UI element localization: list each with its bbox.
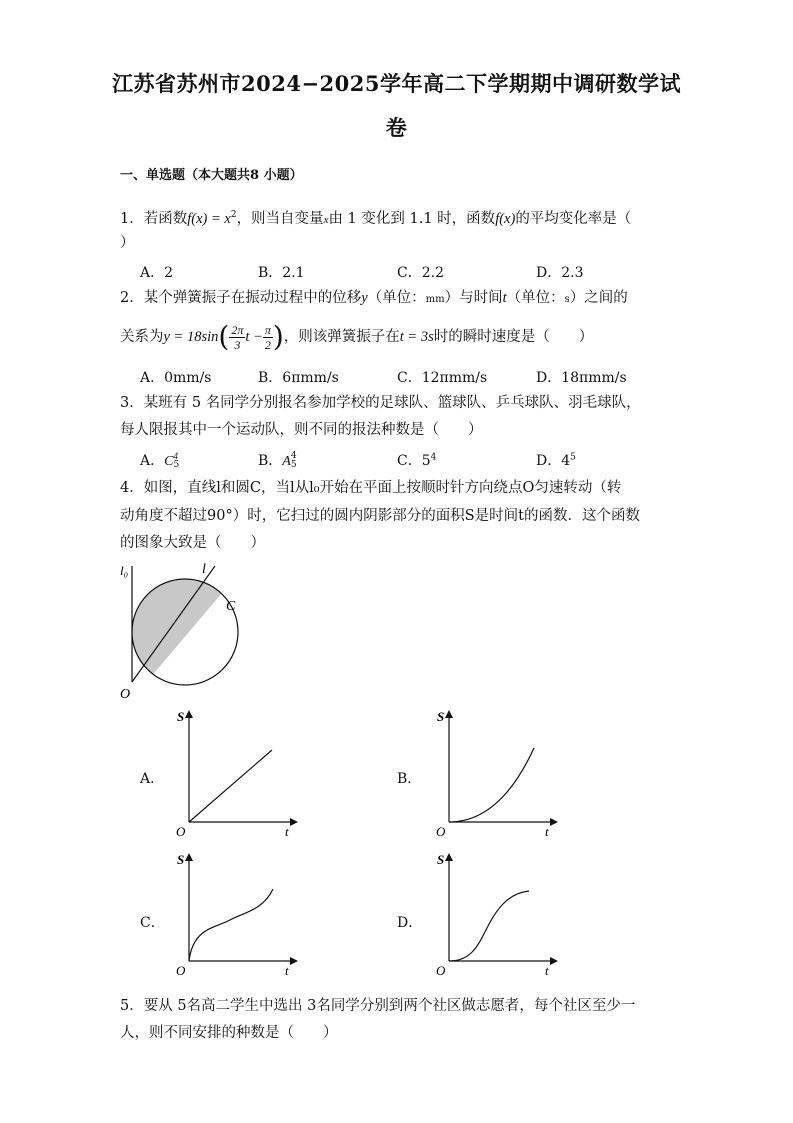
graph-c (165, 848, 305, 983)
question-5: 5．要从 5名高二学生中选出 3名同学分别到两个社区做志愿者，每个社区至少一 (120, 998, 636, 1014)
q1-text: 的平均变化率是（ (515, 210, 632, 227)
curve-convex (449, 748, 534, 822)
question-2 (120, 288, 628, 310)
label-o: O (436, 824, 446, 839)
label-t: t (285, 963, 289, 978)
label-o: O (176, 824, 186, 839)
option-base: 4 (561, 453, 571, 469)
label-c: C (226, 599, 236, 614)
q4-option-c[interactable]: C． (140, 915, 165, 931)
label-l0: l₀ (120, 563, 129, 578)
q3-option-b[interactable] (258, 450, 297, 470)
q1-exponent: 2 (230, 210, 237, 220)
q2-text: （单位： (367, 290, 426, 306)
label-t: t (545, 824, 549, 839)
q1-var: x (323, 213, 329, 226)
option-label: B． (258, 453, 283, 469)
q2-fraction (229, 323, 245, 352)
q3-option-d[interactable] (536, 450, 576, 470)
frac-denominator: 2 (264, 337, 271, 352)
right-paren-icon: ) (272, 320, 284, 353)
curve-linear (189, 750, 272, 822)
q1-option-c[interactable]: C．2.2 (397, 265, 444, 281)
question-3-cont: 每人限报其中一个运动队，则不同的报法种数是（ ） (120, 422, 483, 438)
q1-text: 1．若函数 (120, 210, 188, 227)
q1-formula: f(x) = x (187, 210, 231, 227)
y-arrow-icon (185, 853, 193, 861)
q2-option-c[interactable]: C．12πmm/s (397, 370, 488, 386)
q2-unit: mm (425, 294, 445, 305)
q2-var: t (502, 290, 507, 306)
q2-text: 关系为 (120, 329, 164, 345)
option-label: D． (536, 453, 562, 469)
option-sup: 4 (430, 452, 437, 463)
q1-text: ，则当自变量 (236, 210, 324, 227)
section-heading: 一、单选题（本大题共8 小题） (120, 168, 303, 183)
x-arrow-icon (550, 957, 558, 965)
q2-formula: y = 18sin (163, 329, 219, 345)
option-sup: 4 (173, 451, 178, 461)
option-sup: 5 (570, 452, 576, 463)
label-o: O (120, 687, 131, 702)
option-label: A． (140, 453, 165, 469)
question-3: 3．某班有 5 名同学分别报名参加学校的足球队、篮球队、乒乓球队、羽毛球队， (120, 395, 641, 411)
label-s: S (177, 852, 185, 867)
question-1 (120, 205, 631, 230)
graph-a (165, 705, 305, 840)
q2-text: 2．某个弹簧振子在振动过程中的位移 (120, 290, 362, 306)
label-o: O (436, 963, 446, 978)
circle-line-figure (110, 558, 250, 703)
q2-text: ）之间的 (569, 290, 628, 306)
curve-concave-convex (189, 889, 273, 961)
q3-option-c[interactable] (397, 450, 436, 470)
question-1-cont: ） (120, 235, 135, 251)
label-l: l (202, 562, 206, 577)
option-base: A (282, 454, 291, 469)
option-label: C． (397, 453, 422, 469)
option-sub: 5 (290, 460, 297, 470)
frac-numerator: 2π (231, 322, 244, 337)
q2-option-b[interactable]: B．6πmm/s (258, 370, 339, 386)
label-t: t (545, 963, 549, 978)
x-arrow-icon (550, 818, 558, 826)
q2-formula: t = 3s (399, 329, 434, 345)
label-o: O (176, 963, 186, 978)
graph-b (425, 705, 565, 840)
q4-option-b[interactable]: B． (397, 771, 422, 787)
y-arrow-icon (185, 710, 193, 718)
question-4: 4．如图，直线l和圆C，当l从l₀开始在平面上按顺时针方向绕点O匀速转动（转 (120, 480, 622, 496)
question-2-line2 (120, 318, 593, 356)
q2-text: 时的瞬时速度是（ ） (433, 329, 594, 345)
page-title-cont: 卷 (385, 115, 408, 140)
option-sup: 4 (290, 451, 297, 461)
y-arrow-icon (445, 710, 453, 718)
x-arrow-icon (290, 818, 298, 826)
y-arrow-icon (445, 853, 453, 861)
option-scripts (173, 452, 179, 470)
q2-text: ，则该弹簧振子在 (283, 329, 400, 345)
q1-option-d[interactable]: D．2.3 (536, 265, 584, 281)
q2-fraction (263, 323, 273, 352)
frac-numerator: π (264, 322, 271, 337)
q2-var: y (361, 290, 368, 306)
q4-option-a[interactable]: A． (140, 771, 165, 787)
q2-formula: t − (245, 329, 263, 345)
curve-sigmoid (449, 891, 529, 961)
question-4-cont2: 的图象大致是（ ） (120, 535, 265, 551)
label-s: S (437, 852, 445, 867)
q2-text: ）与时间 (444, 290, 503, 306)
q1-option-b[interactable]: B．2.1 (258, 265, 305, 281)
left-paren-icon: ( (218, 320, 230, 353)
q1-text: 由 1 变化到 1.1 时，函数 (328, 210, 496, 227)
graph-d (425, 848, 565, 983)
page-title: 江苏省苏州市2024−2025学年高二下学期期中调研数学试 (112, 71, 681, 96)
x-arrow-icon (290, 957, 298, 965)
q2-option-a[interactable]: A．0mm/s (140, 370, 212, 386)
q1-formula: f(x) (495, 210, 516, 227)
question-5-cont: 人，则不同安排的种数是（ ） (120, 1025, 338, 1041)
label-s: S (177, 709, 185, 724)
q4-option-d[interactable]: D． (397, 915, 423, 931)
question-4-cont: 动角度不超过90°）时，它扫过的圆内阴影部分的面积S是时间t的函数．这个函数 (120, 508, 640, 524)
frac-denominator: 3 (234, 337, 241, 352)
q3-option-a[interactable] (140, 450, 179, 470)
option-sub: 5 (173, 460, 180, 470)
q2-option-d[interactable]: D．18πmm/s (536, 370, 627, 386)
label-s: S (437, 709, 445, 724)
option-base: 5 (421, 453, 431, 469)
q1-option-a[interactable]: A．2 (140, 265, 174, 281)
option-scripts (291, 452, 297, 470)
q2-unit: s (564, 294, 570, 305)
label-t: t (285, 824, 289, 839)
q2-text: （单位： (506, 290, 565, 306)
option-base: C (164, 454, 174, 469)
